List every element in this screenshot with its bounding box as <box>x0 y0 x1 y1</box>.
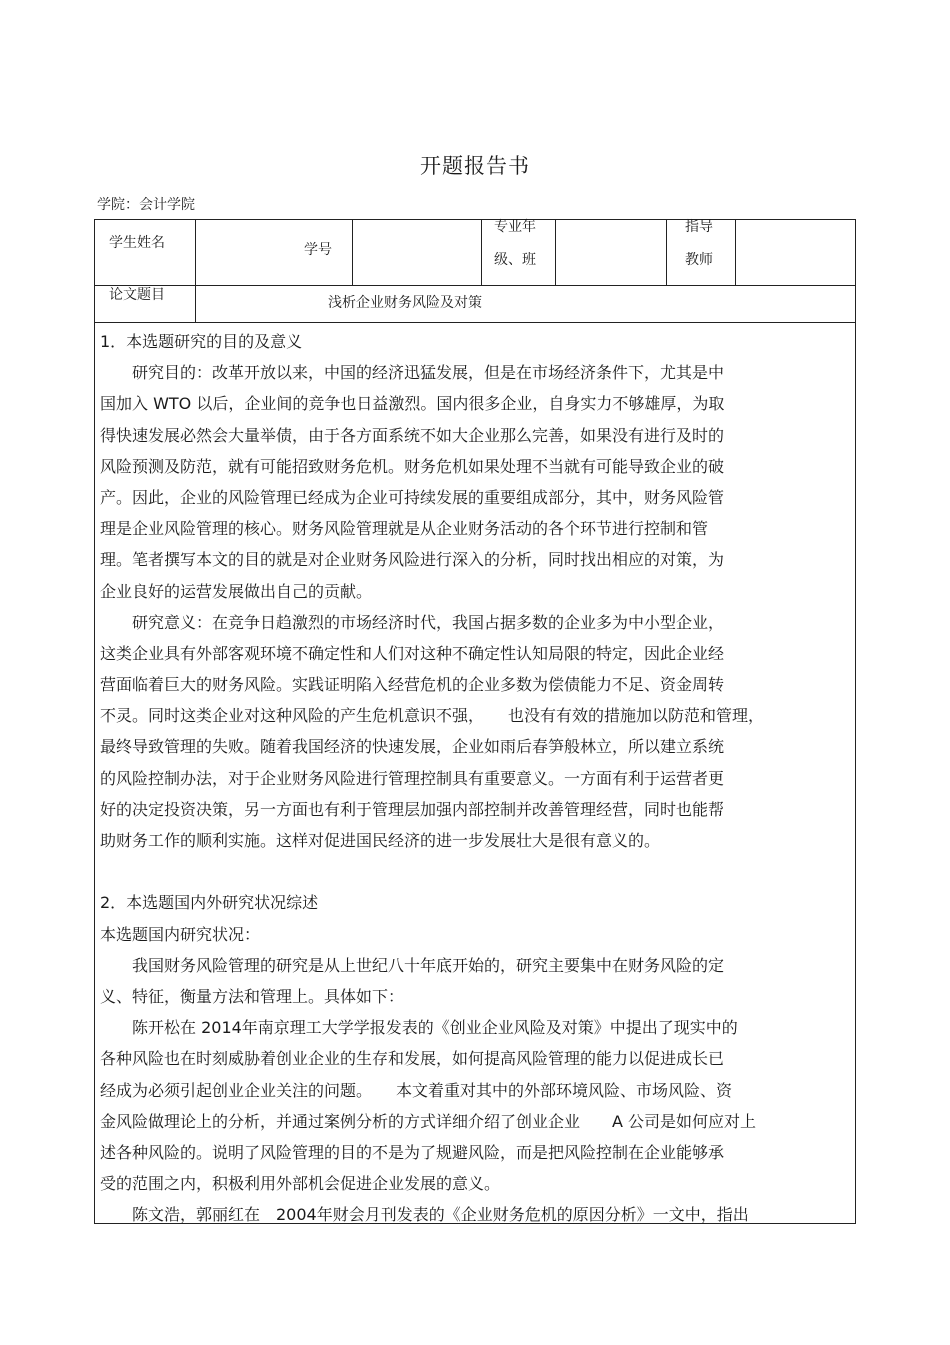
topic-label: 论文题目 <box>109 287 165 303</box>
body-line: 经成为必须引起创业企业关注的问题。 本文着重对其中的外部环境风险、市场风险、资 <box>100 1080 733 1100</box>
student-name-label: 学生姓名 <box>109 235 165 251</box>
section-heading: 1．本选题研究的目的及意义 <box>100 332 303 351</box>
table-col-divider <box>555 219 556 286</box>
body-line: 受的范围之内，积极利用外部机会促进企业发展的意义。 <box>100 1174 501 1194</box>
body-line: 产。因此，企业的风险管理已经成为企业可持续发展的重要组成部分，其中，财务风险管 <box>100 487 725 507</box>
blank-line <box>100 856 840 887</box>
table-right-border <box>855 219 856 1224</box>
document-title: 开题报告书 <box>420 154 530 178</box>
subheading: 本选题国内研究状况： <box>100 924 261 944</box>
body-line: 各种风险也在时刻威胁着创业企业的生存和发展，如何提高风险管理的能力以促进成长已 <box>100 1049 725 1069</box>
body-line: 金风险做理论上的分析，并通过案例分析的方式详细介绍了创业企业 A 公司是如何应对上 <box>100 1111 757 1131</box>
advisor-label-line: 教师 <box>685 252 713 268</box>
table-col-divider <box>481 219 482 286</box>
body-line: 企业良好的运营发展做出自己的贡献。 <box>100 581 373 601</box>
body-line: 研究意义：在竞争日趋激烈的市场经济时代，我国占据多数的企业多为中小型企业， <box>100 612 725 632</box>
body-line: 理是企业风险管理的核心。财务风险管理就是从企业财务活动的各个环节进行控制和管 <box>100 519 709 539</box>
table-row-divider <box>94 285 856 286</box>
major-class-label-line: 级、班 <box>494 252 536 268</box>
body-line: 营面临着巨大的财务风险。实践证明陷入经营危机的企业多数为偿债能力不足、资金周转 <box>100 675 725 695</box>
body-line: 我国财务风险管理的研究是从上世纪八十年底开始的，研究主要集中在财务风险的定 <box>100 955 725 975</box>
body-line: 不灵。同时这类企业对这种风险的产生危机意识不强， 也没有有效的措施加以防范和管理， <box>100 706 765 726</box>
body-line: 这类企业具有外部客观环境不确定性和人们对这种不确定性认知局限的特定，因此企业经 <box>100 643 725 663</box>
table-top-border <box>94 219 856 220</box>
body-line: 的风险控制办法，对于企业财务风险进行管理控制具有重要意义。一方面有利于运营者更 <box>100 768 725 788</box>
table-col-divider <box>666 219 667 286</box>
table-left-border <box>94 219 95 1224</box>
body-line: 陈文浩，郭丽红在 2004年财会月刊发表的《企业财务危机的原因分析》一文中，指出 <box>100 1205 749 1225</box>
table-col-divider <box>195 219 196 323</box>
topic-value: 浅析企业财务风险及对策 <box>328 295 482 311</box>
body-line: 述各种风险的。说明了风险管理的目的不是为了规避风险，而是把风险控制在企业能够承 <box>100 1142 725 1162</box>
body-line: 得快速发展必然会大量举债，由于各方面系统不如大企业那么完善，如果没有进行及时的 <box>100 425 725 445</box>
report-body <box>100 326 840 1230</box>
section-heading: 2．本选题国内外研究状况综述 <box>100 893 319 913</box>
college-label: 学院：会计学院 <box>97 197 195 213</box>
body-line: 助财务工作的顺利实施。这样对促进国民经济的进一步发展壮大是很有意义的。 <box>100 831 661 850</box>
table-row-divider <box>94 322 856 323</box>
table-col-divider <box>735 219 736 286</box>
body-line: 陈开松在 2014年南京理工大学学报发表的《创业企业风险及对策》中提出了现实中的 <box>100 1018 738 1038</box>
body-line: 风险预测及防范，就有可能招致财务危机。财务危机如果处理不当就有可能导致企业的破 <box>100 456 725 476</box>
body-line: 理。笔者撰写本文的目的就是对企业财务风险进行深入的分析，同时找出相应的对策，为 <box>100 550 725 570</box>
student-id-label: 学号 <box>304 242 332 258</box>
table-col-divider <box>352 219 353 286</box>
body-line: 最终导致管理的失败。随着我国经济的快速发展，企业如雨后春笋般林立，所以建立系统 <box>100 737 725 757</box>
body-line: 义、特征，衡量方法和管理上。具体如下： <box>100 986 405 1006</box>
body-line: 国加入 WTO 以后，企业间的竞争也日益激烈。国内很多企业，自身实力不够雄厚，为取 <box>100 394 725 414</box>
body-line: 研究目的：改革开放以来，中国的经济迅猛发展，但是在市场经济条件下，尤其是中 <box>100 363 725 383</box>
major-class-label-line: 专业年 <box>494 219 536 235</box>
advisor-label-line: 指导 <box>685 219 713 235</box>
body-line: 好的决定投资决策，另一方面也有利于管理层加强内部控制并改善管理经营，同时也能帮 <box>100 799 725 819</box>
